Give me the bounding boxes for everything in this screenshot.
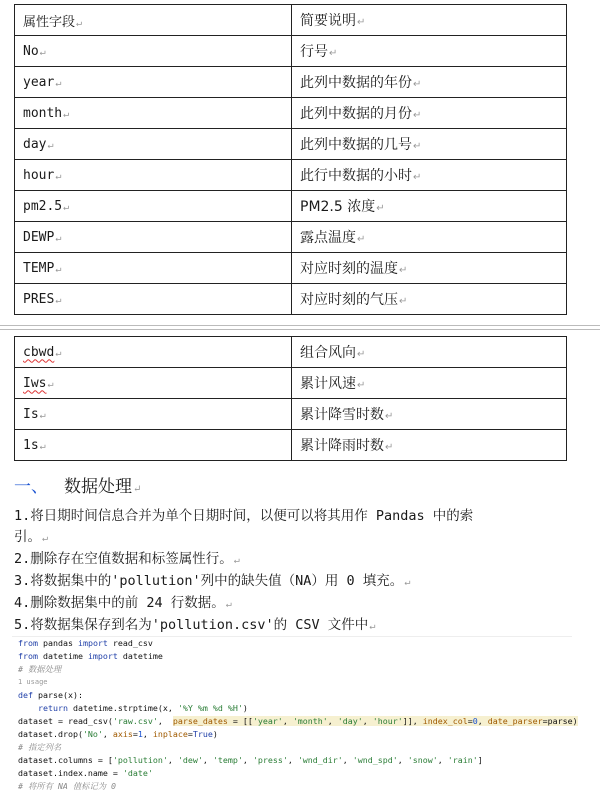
- cell-mark-icon: ↵: [385, 442, 394, 453]
- field-name: TEMP: [23, 260, 55, 276]
- description-cell: [292, 129, 567, 160]
- section-title: 数据处理: [64, 477, 132, 497]
- description-cell: [292, 337, 567, 368]
- table-row: [15, 129, 567, 160]
- table-row: [15, 430, 567, 461]
- field-name: Iws: [23, 375, 47, 391]
- code-line-import-pandas: from pandas import read_csv: [18, 638, 153, 648]
- field-description: 此列中数据的年份: [300, 75, 412, 91]
- cell-mark-icon: ↵: [357, 234, 366, 245]
- field-name: 1s: [23, 437, 39, 453]
- step-line: 3.将数据集中的'pollution'列中的缺失值（NA）用 0 填充。↵: [14, 573, 411, 589]
- description-cell: [292, 191, 567, 222]
- field-description: 行号: [300, 44, 328, 60]
- step-line: 引。↵: [14, 529, 49, 545]
- table-row: [15, 67, 567, 98]
- table-row: [15, 191, 567, 222]
- table-row: [15, 160, 567, 191]
- cell-mark-icon: ↵: [55, 347, 62, 359]
- field-description: 累计风速: [300, 376, 356, 392]
- cell-mark-icon: ↵: [55, 170, 62, 182]
- description-cell: [292, 36, 567, 67]
- description-cell: [292, 98, 567, 129]
- cell-mark-icon: ↵: [329, 48, 338, 59]
- cell-mark-icon: ↵: [76, 17, 83, 29]
- code-line-read-csv: dataset = read_csv('raw.csv', parse_dates = [['year', 'month', 'day', 'hour']], index_col=0, date_parser=parse): [18, 716, 578, 726]
- field-name: Is: [23, 406, 39, 422]
- cell-mark-icon: ↵: [357, 349, 366, 360]
- field-description: 组合风向: [300, 345, 356, 361]
- description-cell: [292, 399, 567, 430]
- field-description: 对应时刻的温度: [300, 261, 398, 277]
- field-description: 简要说明: [300, 13, 356, 29]
- processing-steps: [14, 506, 570, 637]
- paragraph-mark-icon: ↵: [133, 484, 142, 495]
- code-line-return: return datetime.strptime(x, '%Y %m %d %H'): [37, 703, 248, 713]
- cell-mark-icon: ↵: [39, 46, 46, 58]
- field-cell: [15, 98, 292, 129]
- code-usage-hint: 1 usage: [18, 678, 48, 686]
- cell-mark-icon: ↵: [357, 17, 366, 28]
- table-row: [15, 5, 567, 36]
- field-name: No: [23, 43, 39, 59]
- field-cell: [15, 191, 292, 222]
- step-line: 1.将日期时间信息合并为单个日期时间，以便可以将其用作 Pandas 中的索: [14, 508, 474, 524]
- cell-mark-icon: ↵: [55, 263, 62, 275]
- code-line-import-datetime: from datetime import datetime: [18, 651, 163, 661]
- field-cell: [15, 36, 292, 67]
- description-cell: [292, 284, 567, 315]
- code-screenshot: [12, 636, 578, 795]
- section-number: 一、: [14, 477, 48, 497]
- table-row: [15, 337, 567, 368]
- description-cell: [292, 430, 567, 461]
- table-row: [15, 284, 567, 315]
- table-row: [15, 222, 567, 253]
- description-cell: [292, 160, 567, 191]
- description-cell: [292, 67, 567, 98]
- code-line-index-name: dataset.index.name = 'date': [18, 768, 153, 778]
- description-cell: [292, 5, 567, 36]
- section-heading: [14, 472, 141, 497]
- step-line: 2.删除存在空值数据和标签属性行。↵: [14, 551, 240, 567]
- cell-mark-icon: ↵: [399, 265, 408, 276]
- cell-mark-icon: ↵: [376, 203, 385, 214]
- cell-mark-icon: ↵: [55, 77, 62, 89]
- field-description: 此行中数据的小时: [300, 168, 412, 184]
- cell-mark-icon: ↵: [39, 440, 46, 452]
- table-row: [15, 98, 567, 129]
- field-name: cbwd: [23, 344, 55, 360]
- field-description: 此列中数据的月份: [300, 106, 412, 122]
- field-cell: [15, 284, 292, 315]
- cell-mark-icon: ↵: [413, 141, 422, 152]
- field-description: 对应时刻的气压: [300, 292, 398, 308]
- field-name: year: [23, 74, 55, 90]
- description-cell: [292, 368, 567, 399]
- cell-mark-icon: ↵: [63, 201, 70, 213]
- cell-mark-icon: ↵: [399, 296, 408, 307]
- code-comment: # 将所有 NA 值标记为 0: [18, 781, 117, 791]
- field-name: 属性字段: [23, 14, 76, 30]
- field-name: month: [23, 105, 63, 121]
- step-line: 4.删除数据集中的前 24 行数据。↵: [14, 595, 232, 611]
- cell-mark-icon: ↵: [413, 110, 422, 121]
- field-name: day: [23, 136, 47, 152]
- cell-mark-icon: ↵: [413, 172, 422, 183]
- code-comment: # 数据处理: [18, 664, 62, 674]
- step-line: 5.将数据集保存到名为'pollution.csv'的 CSV 文件中↵: [14, 617, 376, 633]
- code-comment: # 指定列名: [18, 742, 62, 752]
- field-cell: [15, 5, 292, 36]
- cell-mark-icon: ↵: [47, 139, 54, 151]
- field-cell: [15, 337, 292, 368]
- field-cell: [15, 430, 292, 461]
- description-cell: [292, 253, 567, 284]
- table-row: [15, 253, 567, 284]
- table-row: [15, 399, 567, 430]
- field-description: 此列中数据的几号: [300, 137, 412, 153]
- field-name: hour: [23, 167, 55, 183]
- field-name: PRES: [23, 291, 55, 307]
- cell-mark-icon: ↵: [357, 380, 366, 391]
- field-description: 累计降雨时数: [300, 438, 384, 454]
- field-cell: [15, 160, 292, 191]
- field-name: DEWP: [23, 229, 55, 245]
- field-cell: [15, 129, 292, 160]
- table-page-break: [0, 322, 600, 334]
- cell-mark-icon: ↵: [47, 378, 54, 390]
- code-line-drop: dataset.drop('No', axis=1, inplace=True): [18, 729, 218, 739]
- code-line-columns: dataset.columns = ['pollution', 'dew', 'temp', 'press', 'wnd_dir', 'wnd_spd', 'snow', 'rain']: [18, 755, 483, 765]
- field-description: PM2.5 浓度: [300, 199, 376, 215]
- code-line-def: def parse(x):: [18, 690, 83, 700]
- cell-mark-icon: ↵: [413, 79, 422, 90]
- cell-mark-icon: ↵: [63, 108, 70, 120]
- table-row: [15, 36, 567, 67]
- field-description: 累计降雪时数: [300, 407, 384, 423]
- cell-mark-icon: ↵: [39, 409, 46, 421]
- cell-mark-icon: ↵: [55, 232, 62, 244]
- field-cell: [15, 368, 292, 399]
- field-cell: [15, 67, 292, 98]
- cell-mark-icon: ↵: [385, 411, 394, 422]
- description-cell: [292, 222, 567, 253]
- attribute-table-part2: [14, 336, 567, 461]
- table-row: [15, 368, 567, 399]
- field-description: 露点温度: [300, 230, 356, 246]
- attribute-table-part1: [14, 4, 567, 315]
- field-cell: [15, 399, 292, 430]
- field-cell: [15, 253, 292, 284]
- cell-mark-icon: ↵: [55, 294, 62, 306]
- field-name: pm2.5: [23, 198, 63, 214]
- field-cell: [15, 222, 292, 253]
